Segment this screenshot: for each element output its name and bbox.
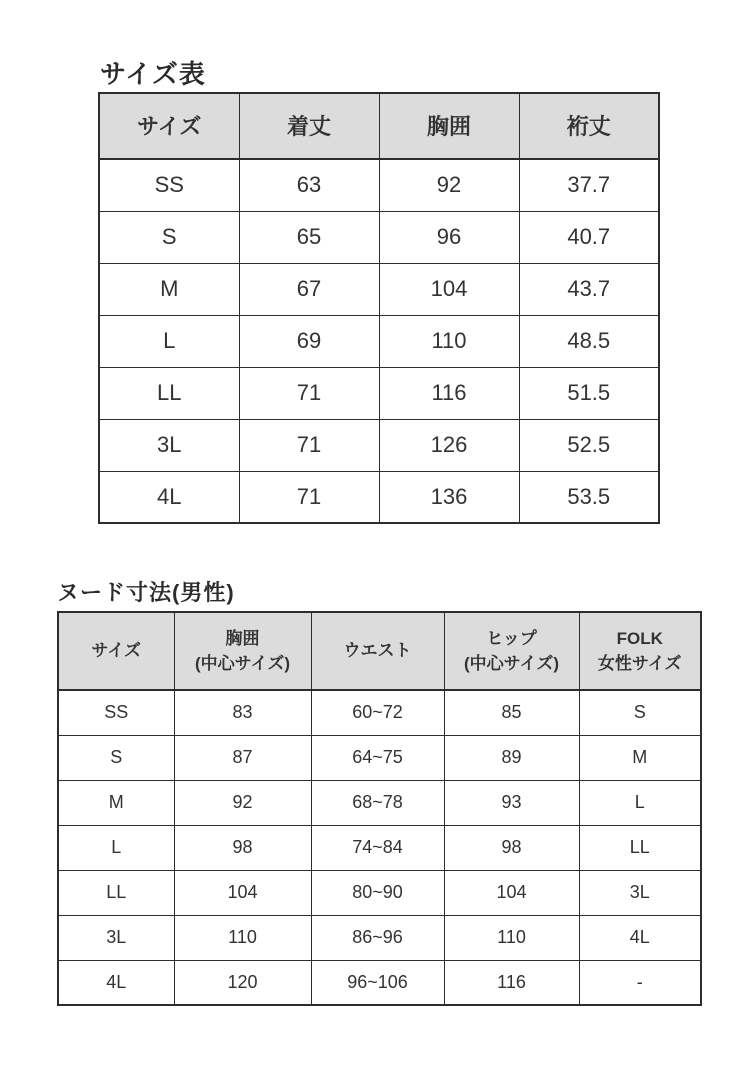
- size-chart-table: [98, 92, 660, 524]
- size-chart-table-cell: 40.7: [519, 211, 659, 263]
- nude-measurements-header-row: [58, 612, 701, 690]
- nude-measurements-table-header-cell: 胸囲 (中心サイズ): [174, 612, 311, 690]
- nude-measurements-table-cell: S: [58, 735, 174, 780]
- nude-measurements-table-cell: 110: [174, 915, 311, 960]
- size-chart-table-row: [99, 419, 659, 471]
- nude-measurements-table-cell: 68~78: [311, 780, 444, 825]
- nude-measurements-table-cell: 4L: [579, 915, 701, 960]
- size-chart-table-cell: 4L: [99, 471, 239, 523]
- nude-measurements-table-row: [58, 960, 701, 1005]
- size-chart-table-cell: LL: [99, 367, 239, 419]
- size-chart-table-row: [99, 471, 659, 523]
- nude-measurements-table-cell: 87: [174, 735, 311, 780]
- nude-measurements-table-cell: 110: [444, 915, 579, 960]
- size-chart-table-header-cell: サイズ: [99, 93, 239, 159]
- nude-measurements-body: [58, 690, 701, 1005]
- size-chart-table-row: [99, 211, 659, 263]
- nude-measurements-table-cell: 60~72: [311, 690, 444, 735]
- nude-measurements-table-cell: LL: [579, 825, 701, 870]
- size-chart-table-row: [99, 315, 659, 367]
- size-chart-table-cell: L: [99, 315, 239, 367]
- nude-measurements-table-cell: LL: [58, 870, 174, 915]
- size-chart-table-cell: M: [99, 263, 239, 315]
- size-chart-table-cell: 71: [239, 367, 379, 419]
- nude-measurements-table-cell: 93: [444, 780, 579, 825]
- nude-measurements-table-cell: 83: [174, 690, 311, 735]
- size-chart-table-cell: 126: [379, 419, 519, 471]
- nude-measurements-table-header-cell: ヒップ (中心サイズ): [444, 612, 579, 690]
- size-chart-table-cell: 48.5: [519, 315, 659, 367]
- size-chart-table-cell: 110: [379, 315, 519, 367]
- nude-measurements-table-cell: 96~106: [311, 960, 444, 1005]
- size-chart-table-cell: 43.7: [519, 263, 659, 315]
- nude-measurements-header: [58, 612, 701, 690]
- nude-measurements-table-cell: 104: [444, 870, 579, 915]
- size-chart-table-cell: 92: [379, 159, 519, 211]
- size-chart-table-cell: 71: [239, 471, 379, 523]
- nude-measurements-table-cell: L: [58, 825, 174, 870]
- size-chart-table-cell: 136: [379, 471, 519, 523]
- nude-measurements-table-header-cell: サイズ: [58, 612, 174, 690]
- size-chart-table-cell: 65: [239, 211, 379, 263]
- nude-measurements-table-cell: -: [579, 960, 701, 1005]
- size-chart-table-cell: 3L: [99, 419, 239, 471]
- size-chart-table-cell: 69: [239, 315, 379, 367]
- size-chart-table-cell: 53.5: [519, 471, 659, 523]
- nude-measurements-table-cell: 74~84: [311, 825, 444, 870]
- size-chart-table-cell: 96: [379, 211, 519, 263]
- nude-measurements-table-cell: 98: [174, 825, 311, 870]
- size-chart-table-header-cell: 着丈: [239, 93, 379, 159]
- size-chart-table-row: [99, 159, 659, 211]
- nude-measurements-table-cell: L: [579, 780, 701, 825]
- size-chart-table-cell: 67: [239, 263, 379, 315]
- nude-measurements-table: [57, 611, 702, 1006]
- size-chart-table-header-cell: 胸囲: [379, 93, 519, 159]
- size-chart-header: [99, 93, 659, 159]
- size-chart-table-row: [99, 263, 659, 315]
- size-chart-body: [99, 159, 659, 523]
- size-chart-table-cell: SS: [99, 159, 239, 211]
- size-chart-table-cell: 37.7: [519, 159, 659, 211]
- nude-measurements-table-header-cell: FOLK 女性サイズ: [579, 612, 701, 690]
- nude-measurements-table-row: [58, 915, 701, 960]
- nude-measurements-table-header-cell: ウエスト: [311, 612, 444, 690]
- nude-measurements-table-cell: 85: [444, 690, 579, 735]
- nude-measurements-table-cell: 86~96: [311, 915, 444, 960]
- nude-measurements-table-row: [58, 870, 701, 915]
- size-chart-header-row: [99, 93, 659, 159]
- nude-measurements-table-cell: 116: [444, 960, 579, 1005]
- nude-measurements-table-cell: 98: [444, 825, 579, 870]
- size-chart-table-cell: 104: [379, 263, 519, 315]
- nude-measurements-table-cell: 64~75: [311, 735, 444, 780]
- nude-measurements-table-cell: M: [579, 735, 701, 780]
- size-chart-table-cell: 71: [239, 419, 379, 471]
- nude-measurements-table-cell: 80~90: [311, 870, 444, 915]
- nude-measurements-table-row: [58, 735, 701, 780]
- nude-measurements-table-cell: 104: [174, 870, 311, 915]
- nude-measurements-table-cell: SS: [58, 690, 174, 735]
- nude-measurements-table-cell: 4L: [58, 960, 174, 1005]
- nude-measurements-table-cell: M: [58, 780, 174, 825]
- size-chart-table-row: [99, 367, 659, 419]
- nude-measurements-table-row: [58, 825, 701, 870]
- nude-measurements-table-cell: 89: [444, 735, 579, 780]
- nude-measurements-table-cell: 3L: [579, 870, 701, 915]
- size-chart-table-header-cell: 裄丈: [519, 93, 659, 159]
- nude-measurements-table-row: [58, 780, 701, 825]
- size-chart-table-cell: 116: [379, 367, 519, 419]
- nude-measurements-table-cell: 120: [174, 960, 311, 1005]
- size-chart-table-cell: 63: [239, 159, 379, 211]
- nude-measurements-table-cell: 92: [174, 780, 311, 825]
- nude-measurements-table-cell: 3L: [58, 915, 174, 960]
- size-chart-table-cell: S: [99, 211, 239, 263]
- size-chart-title: サイズ表: [100, 59, 206, 89]
- nude-measurements-title: ヌード寸法(男性): [57, 580, 235, 605]
- nude-measurements-table-cell: S: [579, 690, 701, 735]
- size-chart-table-cell: 51.5: [519, 367, 659, 419]
- size-chart-table-cell: 52.5: [519, 419, 659, 471]
- nude-measurements-table-row: [58, 690, 701, 735]
